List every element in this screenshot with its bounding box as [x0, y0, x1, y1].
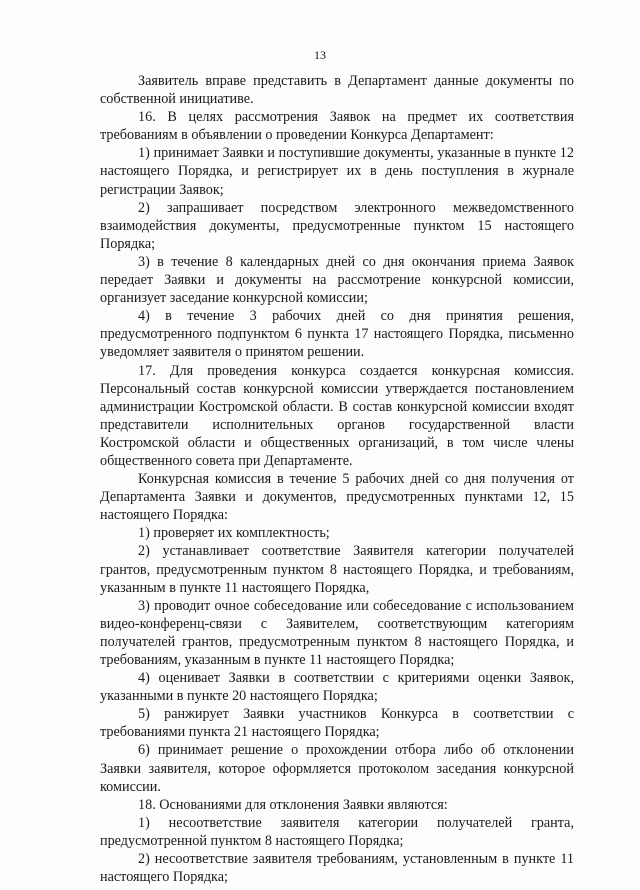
paragraph: 18. Основаниями для отклонения Заявки являются:	[138, 796, 448, 813]
paragraph: 1) проверяет их комплектность;	[138, 525, 330, 542]
paragraph: 5) ранжирует Заявки участников Конкурса в соответствии с требованиями пункта 21 настоящего Порядка;	[100, 706, 574, 741]
page-number: 13	[314, 48, 326, 62]
paragraph: 2) запрашивает посредством электронного межведомственного взаимодействия документы, предусмотренные пунктом 15 настоящего Порядка;	[100, 199, 574, 252]
paragraph: Конкурсная комиссия в течение 5 рабочих дней со дня получения от Департамента Заявки и документов, предусмотренных пунктами 12, 15 настоящего Порядка:	[100, 471, 574, 524]
paragraph: 4) оценивает Заявки в соответствии с критериями оценки Заявок, указанными в пункте 20 настоящего Порядка;	[100, 670, 574, 705]
paragraph: 1) несоответствие заявителя категории получателей гранта, предусмотренной пунктом 8 настоящего Порядка;	[100, 814, 574, 849]
paragraph: 3) проводит очное собеседование или собеседование с использованием видео-конференц-связи с Заявителем, соответствующим категориям получателей грантов, предусмотренным пунктом 8 настоящего Порядка, и требованиям, указанным в пункте 11 настоящего Порядка;	[100, 597, 574, 668]
paragraph: 17. Для проведения конкурса создается конкурсная комиссия. Персональный состав конкурсной комиссии утверждается постановлением администрации Костромской области. В состав конкурсной комиссии входят представители исполнительных органов государственной власти Костромской области и общественных организаций, в том числе члены общественного совета при Департаменте.	[100, 362, 574, 469]
document-body	[100, 72, 574, 886]
paragraph: 3) в течение 8 календарных дней со дня окончания приема Заявок передает Заявки и документы на рассмотрение конкурсной комиссии, организует заседание конкурсной комиссии;	[100, 253, 574, 307]
paragraph: 2) несоответствие заявителя требованиям, установленным в пункте 11 настоящего Порядка;	[100, 851, 574, 886]
paragraph: 2) устанавливает соответствие Заявителя категории получателей грантов, предусмотренным пунктом 8 настоящего Порядка, и требованиям, указанным в пункте 11 настоящего Порядка,	[100, 543, 574, 596]
paragraph: 6) принимает решение о прохождении отбора либо об отклонении Заявки заявителя, которое оформляется протоколом заседания конкурсной комиссии.	[100, 742, 574, 795]
paragraph: 1) принимает Заявки и поступившие документы, указанные в пункте 12 настоящего Порядка, и регистрирует их в день поступления в журнале регистрации Заявок;	[100, 145, 574, 198]
paragraph: 4) в течение 3 рабочих дней со дня принятия решения, предусмотренного подпунктом 6 пункта 17 настоящего Порядка, письменно уведомляет заявителя о принятом решении.	[100, 308, 574, 361]
paragraph: 16. В целях рассмотрения Заявок на предмет их соответствия требованиям в объявлении о проведении Конкурса Департамент:	[100, 109, 574, 144]
paragraph: Заявитель вправе представить в Департамент данные документы по собственной инициативе.	[100, 73, 574, 108]
